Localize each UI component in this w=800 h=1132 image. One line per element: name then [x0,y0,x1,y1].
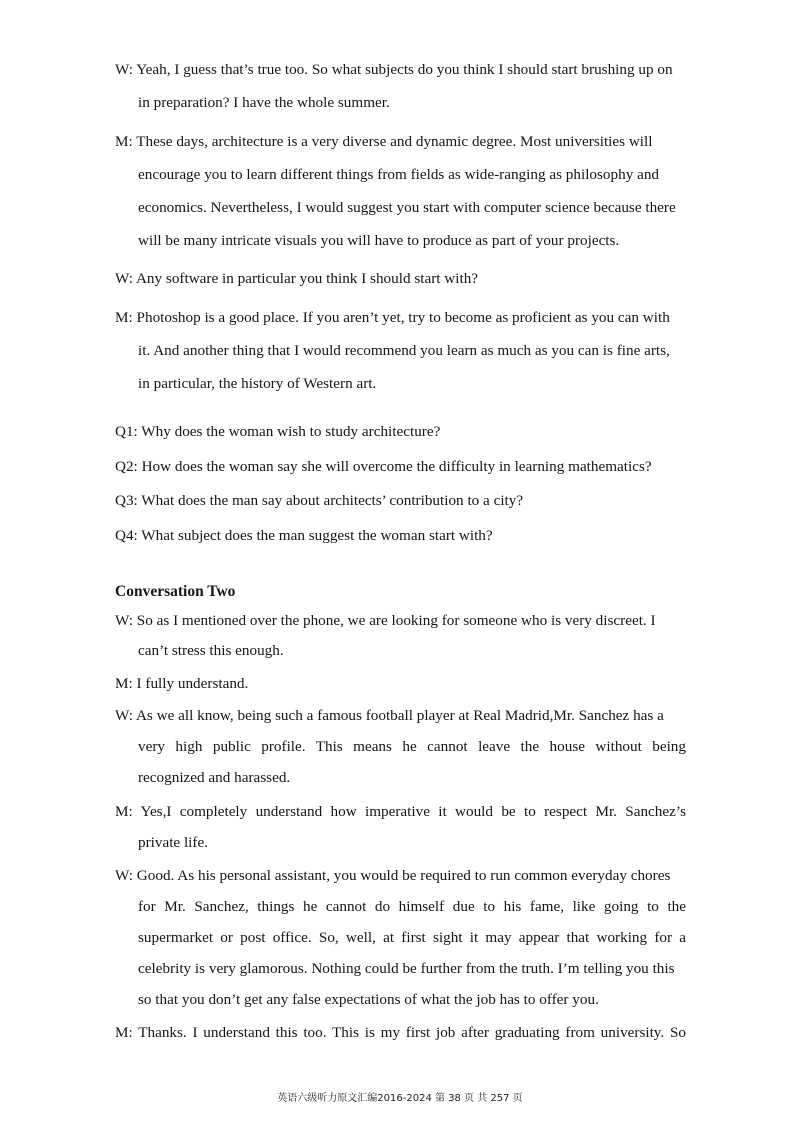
dialogue-line: can’t stress this enough. [138,642,284,659]
dialogue-line: very high public profile. This means he cannot leave the house without being [138,738,686,755]
dialogue-line: celebrity is very glamorous. Nothing could be further from the truth. I’m telling you this [138,960,675,977]
speaker-label: M: [115,675,133,692]
speaker-label: W: [115,612,133,629]
dialogue-line: in particular, the history of Western art. [138,375,377,392]
speaker-label: W: [115,707,133,724]
speaker-label: W: [115,867,133,884]
dialogue-line: encourage you to learn different things from fields as wide-ranging as philosophy and [138,166,660,183]
page-footer: 英语六级听力原文汇编2016-2024 第 38 页 共 257 页 [277,1093,523,1104]
dialogue-line: in preparation? I have the whole summer. [138,94,390,111]
section-heading: Conversation Two [115,583,236,600]
dialogue-line: private life. [138,834,208,851]
question-item: Q4: What subject does the man suggest the woman start with? [115,527,493,544]
speaker-label: M: [115,309,133,326]
speaker-label: M: [115,1024,133,1041]
dialogue-line: M: Photoshop is a good place. If you aren’t yet, try to become as proficient as you can with [115,309,670,326]
speaker-label: M: [115,803,133,820]
dialogue-line: for Mr. Sanchez, things he cannot do himself due to his fame, like going to the [138,898,686,915]
dialogue-line: W: Any software in particular you think I should start with? [115,270,479,287]
dialogue-line: M: Thanks. I understand this too. This is my first job after graduating from university. So [115,1024,686,1041]
question-item: Q3: What does the man say about architects’ contribution to a city? [115,492,524,509]
dialogue-line: M: These days, architecture is a very diverse and dynamic degree. Most universities will [115,133,653,150]
dialogue-line: M: I fully understand. [115,675,249,692]
dialogue-line: so that you don’t get any false expectations of what the job has to offer you. [138,991,599,1008]
dialogue-line: economics. Nevertheless, I would suggest you start with computer science because there [138,199,676,216]
speaker-label: W: [115,61,133,78]
dialogue-line: M: Yes,I completely understand how imperative it would be to respect Mr. Sanchez’s [115,803,687,820]
dialogue-line: W: As we all know, being such a famous football player at Real Madrid,Mr. Sanchez has a [115,707,664,724]
dialogue-line: W: Yeah, I guess that’s true too. So what subjects do you think I should start brushing up on [115,61,673,78]
question-item: Q1: Why does the woman wish to study architecture? [115,423,441,440]
speaker-label: M: [115,133,133,150]
dialogue-line: W: So as I mentioned over the phone, we are looking for someone who is very discreet. I [115,612,656,629]
dialogue-line: W: Good. As his personal assistant, you would be required to run common everyday chores [115,867,671,884]
dialogue-line: it. And another thing that I would recommend you learn as much as you can is fine arts, [138,342,670,359]
speaker-label: W: [115,270,133,287]
dialogue-line: supermarket or post office. So, well, at first sight it may appear that working for a [138,929,686,946]
question-item: Q2: How does the woman say she will overcome the difficulty in learning mathematics? [115,458,652,475]
dialogue-line: will be many intricate visuals you will have to produce as part of your projects. [138,232,620,249]
dialogue-line: recognized and harassed. [138,769,291,786]
